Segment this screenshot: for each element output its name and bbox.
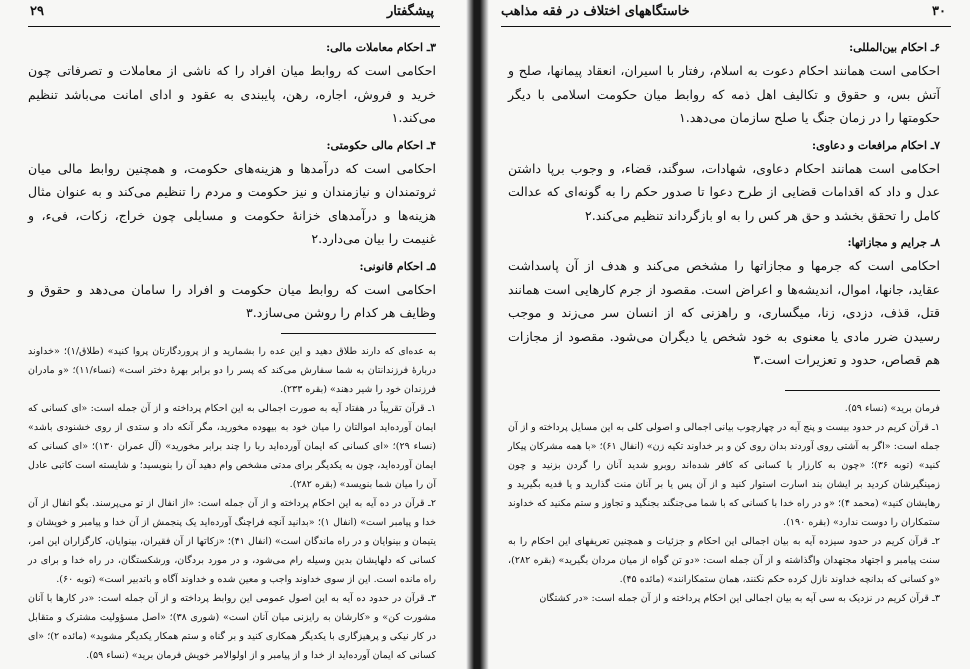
section-body: احکامی است که روابط میان افراد را که ناشی از معاملات و تصرفاتی چون خرید و فروش، اجاره، رهن، پایبندی به عقود و ادای امانت می‌باشد تنظیم می‌کند.۱ bbox=[28, 63, 436, 125]
section bbox=[508, 140, 940, 228]
footnote: فرمان برید» (نساء ۵۹). bbox=[844, 402, 940, 414]
header-rule bbox=[28, 26, 440, 27]
section-heading: ۸ـ جرایم و مجازاتها: bbox=[847, 236, 940, 249]
section bbox=[508, 42, 940, 130]
page-number: ۳۰ bbox=[932, 4, 946, 19]
right-page bbox=[489, 0, 970, 669]
section-body: احکامی است که روابط میان حکومت و افراد را سامان می‌دهد و حقوق و وظایف هر کدام را روشن می‌سازد.۳ bbox=[28, 281, 436, 320]
section-heading: ۷ـ احکام مرافعات و دعاوی: bbox=[812, 138, 940, 152]
footnotes bbox=[508, 399, 940, 608]
footnotes bbox=[28, 342, 436, 665]
section-heading: ۶ـ احکام بین‌المللی: bbox=[849, 41, 940, 54]
running-header: خاستگاههای اختلاف در فقه مذاهب bbox=[501, 4, 690, 19]
section bbox=[28, 140, 436, 251]
section-body: احکامی است همانند احکام دعاوی، شهادات، سوگند، قضاء، و وجوب برپا داشتن عدل و داد که اقدامات قضایی از طرح دعوا تا صدور حکم را به گونه‌ای که عدالت کامل را تحقق بخشد و حق هر کس را به او بازگرداند تنظیم می‌کند.۲ bbox=[508, 160, 940, 223]
running-header: پیشگفتار bbox=[386, 4, 434, 19]
section-body: احکامی است که درآمدها و هزینه‌های حکومت، و همچنین روابط مالی میان ثروتمندان و نیازمندان و نیز حکومت و مردم را تنظیم می‌کند و به عنوان مثال هزینه‌ها و درآمدهای خزانهٔ حکومت و مسایلی چون خراج، زکات، فیء، و غنیمت را بیان می‌دارد.۲ bbox=[28, 160, 436, 246]
footnote: ۳ـ قرآن در حدود ده آیه به این اصول عمومی این روابط پرداخته و از آن جمله است: «در کارها با آنان مشورت کن» و «کارشان به رایزنی میان آنان است» (شوری ۳۸)؛ «اصل مسؤولیت مشترک و متقابل در کار نیکی و پرهیزگاری با یکدیگر همکاری کنید و بر گناه و ستم همکار یکدیگر مشوید» (مائده ۲)؛ «ای کسانی که ایمان آورده‌اید از خدا و از پیامبر و از اولوالامر خویش فرمان برید» (نساء ۵۹). bbox=[28, 592, 436, 661]
section bbox=[28, 42, 436, 130]
section-body: احکامی است همانند احکام دعوت به اسلام، رفتار با اسیران، انعقاد پیمانها، صلح و آتش بس، و حقوق و تکالیف اهل ذمه که روابط میان حکومت اسلامی با دیگر حکومتها را در زمان جنگ یا صلح سازمان می‌دهد.۱ bbox=[508, 63, 940, 125]
main-text bbox=[28, 42, 436, 665]
left-page bbox=[0, 0, 466, 669]
header-rule bbox=[501, 26, 951, 27]
section-heading: ۴ـ احکام مالی حکومتی: bbox=[326, 138, 436, 152]
section-heading: ۵ـ احکام قانونی: bbox=[359, 259, 436, 273]
footnote: ۳ـ قرآن کریم در نزدیک به سی آیه به بیان اجمالی این احکام پرداخته و از آن جمله است: «در کشتگان bbox=[539, 592, 940, 604]
section bbox=[28, 261, 436, 325]
page-number: ۲۹ bbox=[30, 4, 44, 19]
section-body: احکامی است که جرمها و مجازاتها را مشخص می‌کند و هدف از آن پاسداشت عقاید، جانها، اموال، اندیشه‌ها و اعراض است. مقصود از جرم کارهایی است همانند قتل، قذف، دزدی، زنا، میگساری، و راهزنی که از انسان سر می‌زند و موجب رسیدن ضرر مادی یا معنوی به خود شخص یا دیگران می‌شود. مقصود از مجازات هم قصاص، حدود و تعزیرات است.۳ bbox=[508, 258, 940, 367]
main-text bbox=[508, 42, 940, 608]
footnote: ۱ـ قرآن تقریباً در هفتاد آیه به صورت اجمالی به این احکام پرداخته و از آن جمله است: «ای کسانی که ایمان آورده‌اید اموالتان را میان خود به بیهوده مخورید، مگر آنکه داد و ستدی از روی خشنودی باشد» (نساء ۲۹)؛ «ای کسانی که ایمان آورده‌اید ربا را چند برابر مخورید» (آل عمران ۱۳۰)؛ «ای کسانی که ایمان آورده‌اید، چون به یکدیگر برای مدتی مشخص وام دهید آن را بنویسید؛ و شایسته است کاتبی عادل آن را میان شما بنویسد» (بقره ۲۸۲). bbox=[28, 402, 436, 490]
footnote-separator bbox=[785, 390, 940, 391]
section bbox=[508, 237, 940, 372]
book-gutter bbox=[466, 0, 489, 669]
footnote: ۲ـ قرآن در ده آیه به این احکام پرداخته و از آن جمله است: «از انفال از تو می‌پرسند. بگو انفال از آن خدا و پیامبر است» (انفال ۱)؛ «بدانید آنچه فراچنگ آورده‌اید یک پنجمش از آن خدا و پیامبر و خویشان و یتیمان و بینوایان و در راه ماندگان است» (انفال ۴۱)؛ «زکاتها از آن فقیران، بینوایان، کارگزاران این امر، کسانی که دلهایشان بدین وسیله رام می‌شود، و در مورد بردگان، ورشکستگان، در راه خدا و برای در راه مانده است. این از سوی خداوند واجب و معین شده و خداوند آگاه و باتدبیر است» (توبه ۶۰). bbox=[28, 497, 436, 585]
footnote: ۲ـ قرآن کریم در حدود سیزده آیه به بیان اجمالی این احکام و جزئیات و همچنین تعریفهای این احکام را به سنت پیامبر و اجتهاد مجتهدان واگذاشته و از آن جمله است: «دو تن گواه از میان مردان بگیرید» (بقره ۲۸۲)، «و کسانی که بدانچه خداوند نازل کرده حکم نکنند، همان ستمکارانند» (مائده ۴۵). bbox=[508, 535, 940, 585]
footnote: به عده‌ای که دارند طلاق دهید و این عده را بشمارید و از پروردگارتان پروا کنید» (طلاق/۱)؛ «خداوند دربارهٔ فرزندانتان به شما سفارش می‌کند که پسر را دو برابر بهرهٔ دختر است» (نساء/۱۱)؛ «و مادران فرزندان خود را شیر دهند» (بقره ۲۳۳). bbox=[28, 345, 437, 395]
footnote-separator bbox=[281, 333, 436, 334]
footnote: ۱ـ قرآن کریم در حدود بیست و پنج آیه در چهارچوب بیانی اجمالی و اصولی کلی به این مسایل پرداخته و از آن جمله است: «اگر به آشتی روی آوردند بدان روی کن و بر خداوند تکیه زن» (انفال ۶۱)؛ «با همه مشرکان پیکار کنید» (توبه ۳۶)؛ «چون به کارزار با کسانی که کافر شده‌اند روبرو شدید آنان را گردن بزنید و چون زمینگیرشان کردید بر ایشان بند اسارت استوار کنید و از آن پس یا بر آنان منت گذارید و یا فدیه بگیرید و رهایشان کنید» (محمد ۴)؛ «و در راه خدا با کسانی که با شما می‌جنگند بجنگید و تجاوز و ستم مکنید که خداوند ستمکاران را دوست ندارد» (بقره ۱۹۰). bbox=[508, 421, 941, 528]
section-heading: ۳ـ احکام معاملات مالی: bbox=[326, 41, 436, 54]
